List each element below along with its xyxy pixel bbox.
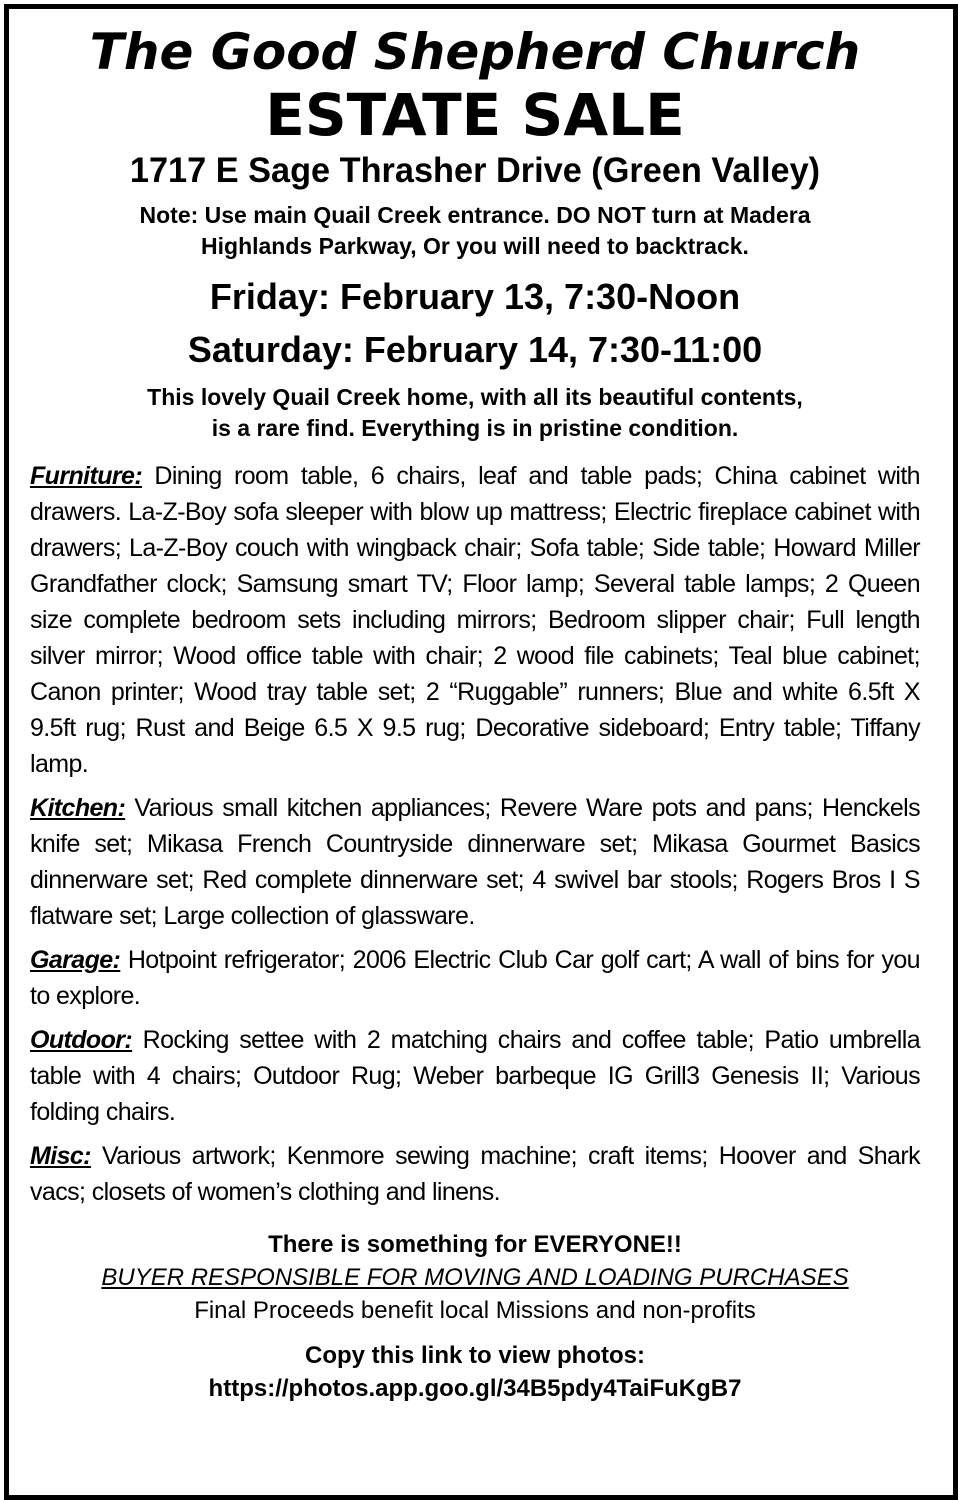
garage-items: Hotpoint refrigerator; 2006 Electric Club Car golf cart; A wall of bins for you to explore. xyxy=(30,946,920,1010)
kitchen-section xyxy=(30,790,920,934)
garage-section xyxy=(30,942,920,1014)
misc-section xyxy=(30,1138,920,1210)
buyer-notice: BUYER RESPONSIBLE FOR MOVING AND LOADING PURCHASES xyxy=(101,1264,849,1291)
intro-text xyxy=(30,382,920,444)
photos-block xyxy=(30,1339,920,1405)
everyone-tagline: There is something for EVERYONE!! xyxy=(268,1231,682,1258)
outdoor-section xyxy=(30,1022,920,1130)
saturday-hours: Saturday: February 14, 7:30-11:00 xyxy=(187,329,763,370)
misc-label: Misc: xyxy=(30,1142,91,1170)
directions-note-line: Highlands Parkway, Or you will need to backtrack. xyxy=(201,233,749,259)
photos-prompt: Copy this link to view photos: xyxy=(304,1342,645,1369)
photos-link[interactable]: https://photos.app.goo.gl/34B5pdy4TaiFuKgB7 xyxy=(208,1375,742,1402)
church-name: The Good Shepherd Church xyxy=(89,23,861,81)
misc-items: Various artwork; Kenmore sewing machine; craft items; Hoover and Shark vacs; closets of women’s clothing and linens. xyxy=(30,1142,920,1206)
outdoor-items: Rocking settee with 2 matching chairs and coffee table; Patio umbrella table with 4 chairs; Outdoor Rug; Weber barbeque IG Grill3 Genesis II; Various folding chairs. xyxy=(30,1026,920,1126)
sale-address: 1717 E Sage Thrasher Drive (Green Valley) xyxy=(129,151,821,190)
friday-hours: Friday: February 13, 7:30-Noon xyxy=(209,276,741,317)
directions-note xyxy=(30,200,920,262)
furniture-items: Dining room table, 6 chairs, leaf and table pads; China cabinet with drawers. La-Z-Boy sofa sleeper with blow up mattress; Electric fireplace cabinet with drawers; La-Z-Boy couch with wingback chair; Sofa table; Side table; Howard Miller Grandfather clock; Samsung smart TV; Floor lamp; Several table lamps; 2 Queen size complete bedroom sets including mirrors; Bedroom slipper chair; Full length silver mirror; Wood office table with chair; 2 wood file cabinets; Teal blue cabinet; Canon printer; Wood tray table set; 2 “Ruggable” runners; Blue and white 6.5ft X 9.5ft rug; Rust and Beige 6.5 X 9.5 rug; Decorative sideboard; Entry table; Tiffany lamp. xyxy=(30,462,920,778)
garage-label: Garage: xyxy=(30,946,121,974)
intro-line: is a rare find. Everything is in pristine condition. xyxy=(211,415,739,441)
kitchen-items: Various small kitchen appliances; Revere Ware pots and pans; Henckels knife set; Mikasa French Countryside dinnerware set; Mikasa Gourmet Basics dinnerware set; Red complete dinnerware set; 4 swivel bar stools; Rogers Bros I S flatware set; Large collection of glassware. xyxy=(30,794,920,930)
directions-note-line: Note: Use main Quail Creek entrance. DO NOT turn at Madera xyxy=(139,202,811,228)
estate-sale-ad xyxy=(30,22,920,1405)
furniture-section xyxy=(30,458,920,782)
kitchen-label: Kitchen: xyxy=(30,794,126,822)
outdoor-label: Outdoor: xyxy=(30,1026,133,1054)
furniture-label: Furniture: xyxy=(30,462,143,490)
event-title: ESTATE SALE xyxy=(265,81,685,149)
proceeds-note: Final Proceeds benefit local Missions and non-profits xyxy=(194,1297,756,1324)
intro-line: This lovely Quail Creek home, with all its beautiful contents, xyxy=(147,384,803,410)
